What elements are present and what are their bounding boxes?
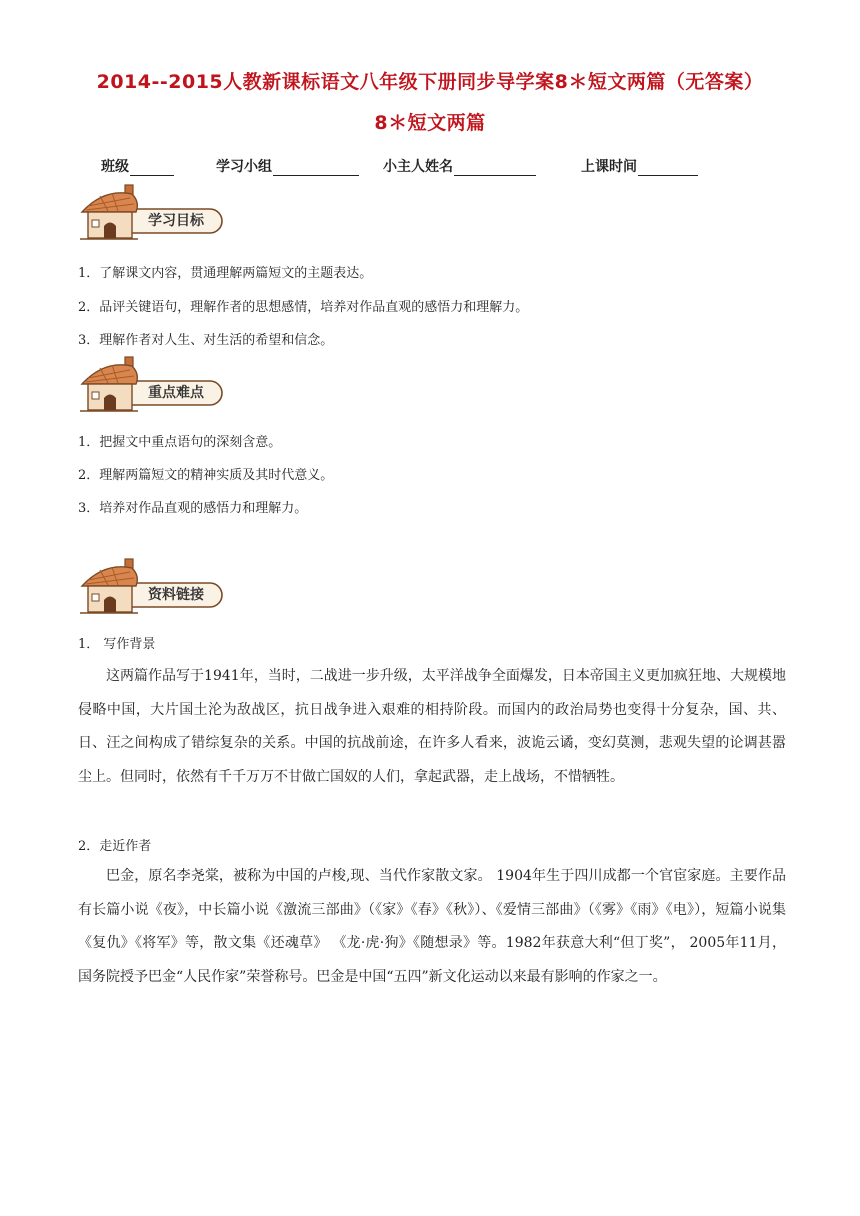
document-title: 2014--2015人教新课标语文八年级下册同步导学案8＊短文两篇（无答案） [96,71,764,93]
author-paragraph: 巴金，原名李尧棠，被称为中国的卢梭,现、当代作家散文家。 1904年生于四川成都一个官宦家庭。主要作品有长篇小说《夜》，中长篇小说《激流三部曲》（《家》《春》《秋》）、《爱情三部曲》（《雾》《雨》《电》），短篇小说集《复仇》《将军》等，散文集《还魂草》 《龙·虎·狗》《随想录》等。1982年获意大利“但丁奖”， 2005年11月，国务院授予巴金“人民作家”荣誉称号。巴金是中国“五四”新文化运动以来最有影响的作家之一。 [78,868,786,985]
lesson-title: 8＊短文两篇 [374,112,486,134]
class-time-blank[interactable] [638,160,698,176]
key-point-item: 3．培养对作品直观的感悟力和理解力。 [78,501,308,516]
class-label: 班级 [101,159,129,175]
class-time-field [581,156,698,176]
goal-item: 1．了解课文内容，贯通理解两篇短文的主题表达。 [78,266,373,281]
host-name-label: 小主人姓名 [383,159,453,175]
section-title-resources: 资料链接 [148,587,204,603]
background-heading: 1． 写作背景 [78,637,156,652]
goal-item: 2．品评关键语句，理解作者的思想感情，培养对作品直观的感悟力和理解力。 [78,300,529,315]
host-name-blank[interactable] [454,160,536,176]
background-paragraph: 这两篇作品写于1941年，当时，二战进一步升级，太平洋战争全面爆发，日本帝国主义更加疯狂地、大规模地侵略中国，大片国土沦为敌战区，抗日战争进入艰难的相持阶段。而国内的政治局势也变得十分复杂，国、共、日、汪之间构成了错综复杂的关系。中国的抗战前途，在许多人看来，波诡云谲，变幻莫测，悲观失望的论调甚嚣尘上。但同时，依然有千千万万不甘做亡国奴的人们，拿起武器，走上战场，不惜牺牲。 [78,668,786,785]
key-point-item: 2．理解两篇短文的精神实质及其时代意义。 [78,468,334,483]
section-badge-goals [78,182,228,242]
section-title-goals: 学习目标 [148,213,204,229]
host-name-field [383,156,536,176]
class-blank[interactable] [130,160,174,176]
group-label: 学习小组 [216,159,272,175]
section-badge-resources [78,556,228,616]
class-field [101,156,174,176]
key-point-item: 1．把握文中重点语句的深刻含意。 [78,435,282,450]
goal-item: 3．理解作者对人生、对生活的希望和信念。 [78,333,334,348]
class-time-label: 上课时间 [581,159,637,175]
group-blank[interactable] [273,160,359,176]
section-badge-key-points [78,354,228,414]
section-title-key-points: 重点难点 [148,385,204,401]
group-field [216,156,359,176]
author-heading: 2．走近作者 [78,839,152,854]
student-info-row [0,156,860,178]
